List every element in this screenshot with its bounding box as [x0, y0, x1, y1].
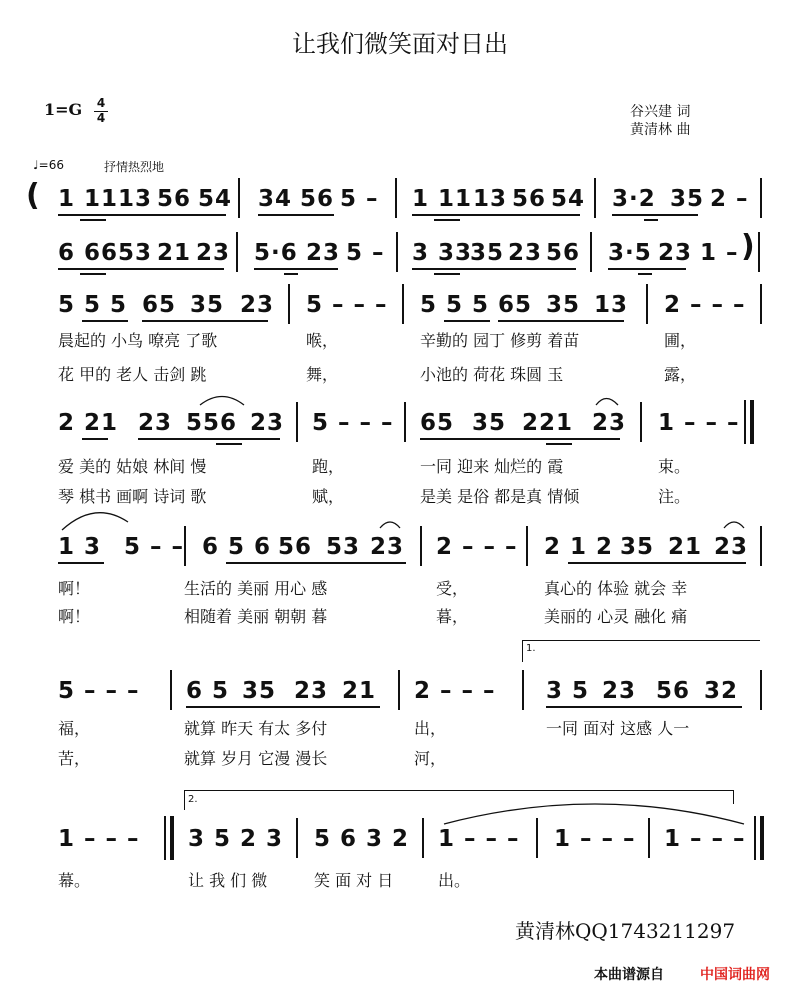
lyric: 就算 昨天 有太 多付 [184, 719, 328, 738]
source-site-link[interactable]: 中国词曲网 [700, 967, 770, 983]
lyric: 一同 面对 这感 人一 [546, 719, 690, 738]
note-group: 1 – – – [658, 410, 740, 436]
note-group: 5 – – – [312, 410, 394, 436]
lyric: 苦， [58, 749, 91, 768]
note-group: 1 – [700, 240, 739, 266]
note-group: 5 – – [124, 534, 185, 560]
lyric: 琴 棋书 画啊 诗词 歌 [58, 487, 207, 506]
tie [444, 804, 744, 824]
note-group: 1 – – – [554, 826, 636, 852]
lyric: 赋， [312, 487, 345, 506]
note-group: 3 5 [546, 678, 590, 704]
note-group: 54 [198, 186, 233, 212]
note-group: 5 6 3 2 [314, 826, 410, 852]
note-group: 23 [714, 534, 749, 560]
note-group: 34 [258, 186, 293, 212]
note-group: 5 5 5 [420, 292, 490, 318]
lyric: 一同 迎来 灿烂的 霞 [420, 457, 564, 476]
lyric: 幕。 [58, 871, 91, 890]
lyricist-credit: 谷兴建 词 [630, 104, 691, 120]
time-signature-top: 4 [96, 96, 106, 110]
note-group: 23 [196, 240, 231, 266]
note-group: 1 – – – [58, 826, 140, 852]
note-group: 5 – [340, 186, 379, 212]
lyric: 啊！ [58, 607, 91, 626]
note-group: 1 3 [58, 534, 102, 560]
lyric: 暮， [436, 607, 469, 626]
lyric: 美丽的 心灵 融化 痛 [544, 607, 688, 626]
intro-paren-close: ) [741, 229, 755, 264]
note-group: 56 [512, 186, 547, 212]
slur [596, 399, 618, 406]
note-group: 35 [670, 186, 705, 212]
note-group: 13 [473, 186, 508, 212]
slur [200, 397, 244, 406]
note-group: 35 [190, 292, 225, 318]
note-group: 35 [242, 678, 277, 704]
note-group: 23 [602, 678, 637, 704]
note-group: 1 – – – [664, 826, 746, 852]
note-group: 56 [300, 186, 335, 212]
lyric: 福， [58, 719, 91, 738]
note-group: 65 [498, 292, 533, 318]
note-group: 5 5 5 [58, 292, 128, 318]
note-group: 23 [592, 410, 627, 436]
note-group: 53 [326, 534, 361, 560]
note-group: 1 11 [58, 186, 119, 212]
lyric: 小池的 荷花 珠圆 玉 [420, 365, 564, 384]
ending-2-number: 2. [188, 794, 198, 805]
note-group: 5 – [346, 240, 385, 266]
lyric: 出。 [438, 871, 471, 890]
slur [62, 513, 128, 530]
note-group: 65 [142, 292, 177, 318]
intro-paren-open: ( [26, 178, 40, 213]
time-signature-bottom: 4 [96, 111, 106, 125]
note-group: 23 [508, 240, 543, 266]
note-group: 3·2 [612, 186, 656, 212]
note-group: 2 – – – [664, 292, 746, 318]
lyric: 晨起的 小鸟 嘹亮 了歌 [58, 331, 218, 350]
note-group: 35 [620, 534, 655, 560]
note-group: 2 1 2 [544, 534, 614, 560]
lyric: 露， [664, 365, 697, 384]
lyric: 喉， [306, 331, 339, 350]
note-group: 3 5 2 3 [188, 826, 284, 852]
note-group: 56 [546, 240, 581, 266]
arranger-credit: 黄清林QQ1743211297 [515, 919, 736, 943]
note-group: 6 5 6 [202, 534, 272, 560]
note-group: 21 [342, 678, 377, 704]
lyric: 是美 是俗 都是真 情倾 [420, 487, 580, 506]
note-group: 21 [668, 534, 703, 560]
key-signature: 1=G [44, 100, 83, 119]
lyric: 相随着 美丽 朝朝 暮 [184, 607, 328, 626]
note-group: 1 – – – [438, 826, 520, 852]
note-group: 23 [658, 240, 693, 266]
note-group: 21 [157, 240, 192, 266]
note-group: 5·6 [254, 240, 298, 266]
lyric: 笑 面 对 日 [314, 871, 394, 890]
lyric: 让 我 们 微 [188, 871, 268, 890]
slur [380, 522, 400, 528]
note-group: 35 [472, 410, 507, 436]
lyric: 辛勤的 园丁 修剪 着苗 [420, 331, 580, 350]
note-group: 23 [306, 240, 341, 266]
note-group: 3·5 [608, 240, 652, 266]
lyric: 花 甲的 老人 击剑 跳 [58, 365, 207, 384]
note-group: 23 [370, 534, 405, 560]
ending-1-number: 1. [526, 643, 536, 654]
composer-credit: 黄清林 曲 [630, 122, 691, 138]
note-group: 35 [470, 240, 505, 266]
lyric: 束。 [658, 457, 691, 476]
expression-mark: 抒情热烈地 [104, 160, 165, 174]
lyric: 跑， [312, 457, 345, 476]
slur [724, 522, 744, 528]
note-group: 23 [240, 292, 275, 318]
note-group: 221 [522, 410, 574, 436]
lyric: 河， [414, 749, 447, 768]
note-group: 2 21 [58, 410, 119, 436]
note-group: 2 – [710, 186, 749, 212]
note-group: 54 [551, 186, 586, 212]
note-group: 56 [157, 186, 192, 212]
note-group: 35 [546, 292, 581, 318]
note-group: 6 66 [58, 240, 119, 266]
note-group: 3 33 [412, 240, 473, 266]
lyric: 爱 美的 姑娘 林间 慢 [58, 457, 207, 476]
note-group: 5 – – – [58, 678, 140, 704]
note-group: 2 – – – [436, 534, 518, 560]
note-group: 23 [250, 410, 285, 436]
note-group: 56 [656, 678, 691, 704]
source-label: 本曲谱源自 [594, 967, 664, 983]
lyric: 真心的 体验 就会 幸 [544, 579, 688, 598]
note-group: 6 5 [186, 678, 230, 704]
note-group: 2 – – – [414, 678, 496, 704]
tempo-mark: ♩=66 [33, 158, 64, 172]
song-title: 让我们微笑面对日出 [292, 30, 508, 58]
lyric: 注。 [658, 487, 691, 506]
lyric: 舞， [306, 365, 339, 384]
note-group: 65 [420, 410, 455, 436]
note-group: 1 11 [412, 186, 473, 212]
lyric: 受， [436, 579, 469, 598]
note-group: 56 [278, 534, 313, 560]
note-group: 32 [704, 678, 739, 704]
lyric: 圃， [664, 331, 697, 350]
lyric: 生活的 美丽 用心 感 [184, 579, 328, 598]
note-group: 5 – – – [306, 292, 388, 318]
note-group: 13 [118, 186, 153, 212]
note-group: 53 [118, 240, 153, 266]
note-group: 13 [594, 292, 629, 318]
lyric: 就算 岁月 它漫 漫长 [184, 749, 328, 768]
note-group: 23 [294, 678, 329, 704]
lyric: 啊！ [58, 579, 91, 598]
note-group: 23 [138, 410, 173, 436]
note-group: 556 [186, 410, 238, 436]
lyric: 出， [414, 719, 447, 738]
